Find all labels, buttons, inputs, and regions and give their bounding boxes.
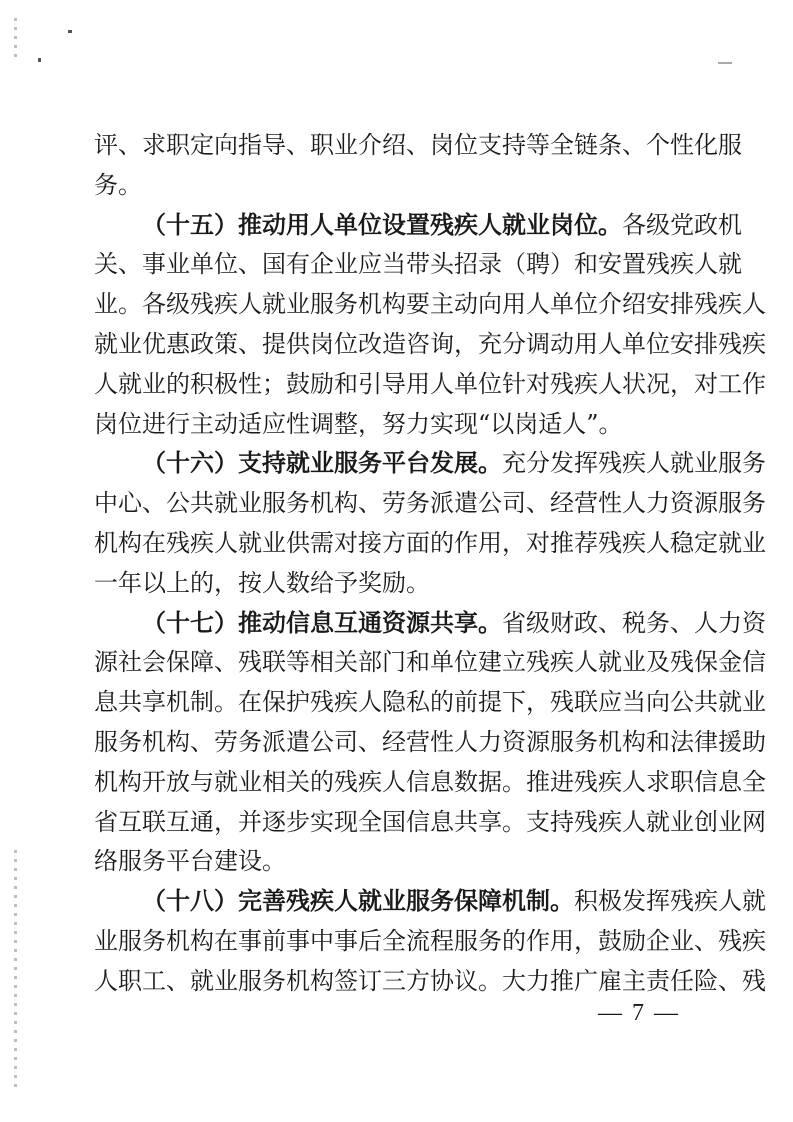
- scan-binding-marks: [14, 850, 17, 1090]
- line-text: 业。各级残疾人就业服务机构要主动向用人单位介绍安排残疾人: [94, 290, 766, 319]
- line-text: 充分发挥残疾人就业服务: [502, 449, 766, 478]
- line-text: 人就业的积极性；鼓励和引导用人单位针对残疾人状况，对工作: [94, 369, 766, 398]
- text-line: [94, 723, 766, 763]
- text-line: [94, 643, 766, 683]
- section-heading: （十五）推动用人单位设置残疾人就业岗位。: [142, 210, 622, 239]
- text-line: [94, 564, 694, 604]
- text-line: [94, 922, 766, 962]
- line-text: 息共享机制。在保护残疾人隐私的前提下，残联应当向公共就业: [94, 688, 766, 717]
- line-text: 一年以上的，按人数给予奖励。: [94, 568, 430, 597]
- text-line: [94, 882, 766, 922]
- text-line: [94, 683, 766, 723]
- text-line: [94, 365, 766, 405]
- text-line: [94, 206, 742, 246]
- section-heading: （十七）推动信息互通资源共享。: [142, 608, 502, 637]
- scan-binding-marks-top: [14, 18, 17, 58]
- scan-speck: [68, 30, 72, 33]
- line-text: 中心、公共就业服务机构、劳务派遣公司、经营性人力资源服务: [94, 489, 766, 518]
- line-text: 络服务平台建设。: [94, 847, 286, 876]
- text-line: [94, 444, 766, 484]
- line-text: 关、事业单位、国有企业应当带头招录（聘）和安置残疾人就: [94, 250, 742, 279]
- scan-speck: [38, 58, 41, 62]
- page-number: — 7 —: [598, 1000, 680, 1026]
- text-line: [94, 842, 694, 882]
- text-line: [94, 126, 742, 166]
- text-line: [94, 763, 766, 803]
- line-text: 人职工、就业服务机构签订三方协议。大力推广雇主责任险、残: [94, 966, 766, 995]
- line-text: 服务机构、劳务派遣公司、经营性人力资源服务机构和法律援助: [94, 727, 766, 756]
- body-text: [94, 126, 766, 1002]
- line-text: 机构在残疾人就业供需对接方面的作用，对推荐残疾人稳定就业: [94, 528, 766, 557]
- line-text: 省互联互通，并逐步实现全国信息共享。支持残疾人就业创业网: [94, 807, 766, 836]
- text-line: [94, 405, 694, 445]
- text-line: [94, 962, 766, 1002]
- text-line: [94, 325, 766, 365]
- line-text: 务。: [94, 170, 142, 199]
- line-text: 省级财政、税务、人力资: [502, 608, 766, 637]
- section-heading: （十八）完善残疾人就业服务保障机制。: [142, 887, 574, 916]
- line-text: 岗位进行主动适应性调整，努力实现“以岗适人”。: [94, 409, 623, 438]
- line-text: 业服务机构在事前事中事后全流程服务的作用，鼓励企业、残疾: [94, 926, 766, 955]
- line-text: 机构开放与就业相关的残疾人信息数据。推进残疾人求职信息全: [94, 767, 766, 796]
- text-line: [94, 524, 766, 564]
- text-line: [94, 803, 766, 843]
- line-text: 各级党政机: [622, 210, 742, 239]
- text-line: [94, 285, 766, 325]
- text-line: [94, 166, 694, 206]
- line-text: 源社会保障、残联等相关部门和单位建立残疾人就业及残保金信: [94, 648, 766, 677]
- line-text: 就业优惠政策、提供岗位改造咨询，充分调动用人单位安排残疾: [94, 329, 766, 358]
- scan-speck: [718, 62, 732, 64]
- line-text: 积极发挥残疾人就: [574, 887, 766, 916]
- text-line: [94, 604, 766, 644]
- line-text: 评、求职定向指导、职业介绍、岗位支持等全链条、个性化服: [94, 131, 742, 159]
- section-heading: （十六）支持就业服务平台发展。: [142, 449, 502, 478]
- text-line: [94, 484, 766, 524]
- text-line: [94, 245, 742, 285]
